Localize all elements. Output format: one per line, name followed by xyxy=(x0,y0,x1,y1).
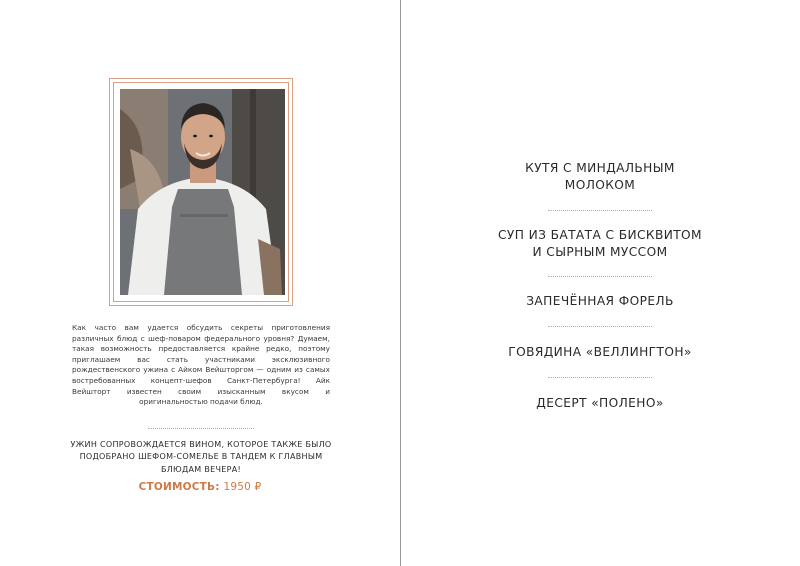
menu-item-line: И СЫРНЫМ МУССОМ xyxy=(532,244,668,259)
menu-item-dessert xyxy=(462,395,738,412)
dotted-divider xyxy=(148,428,254,429)
right-page xyxy=(401,0,800,566)
menu-item-beef xyxy=(462,344,738,361)
menu-item-line: ГОВЯДИНА «ВЕЛЛИНГТОН» xyxy=(508,345,692,359)
menu-item-line: МОЛОКОМ xyxy=(564,177,636,192)
menu-item-soup xyxy=(462,227,738,260)
menu-divider xyxy=(548,377,652,378)
menu-divider xyxy=(548,326,652,327)
price-value: 1950 ₽ xyxy=(223,481,262,493)
wine-note: УЖИН СОПРОВОЖДАЕТСЯ ВИНОМ, КОТОРОЕ ТАКЖЕ БЫЛО ПОДОБРАНО ШЕФОМ-СОМЕЛЬЕ В ТАНДЕМ К ГЛАВНЫМ БЛЮДАМ ВЕЧЕРА! xyxy=(70,440,332,474)
menu-item-line: КУТЯ С МИНДАЛЬНЫМ xyxy=(525,161,675,175)
price-label: СТОИМОСТЬ: xyxy=(138,481,220,493)
chef-photo-illustration xyxy=(120,89,285,295)
menu-item-trout xyxy=(462,293,738,310)
menu-item-line: ДЕСЕРТ «ПОЛЕНО» xyxy=(536,396,664,410)
menu-item-line: СУП ИЗ БАТАТА С БИСКВИТОМ xyxy=(498,228,702,242)
menu-divider xyxy=(548,276,652,277)
menu-item-kutya xyxy=(462,160,738,193)
menu-item-line: ЗАПЕЧЁННАЯ ФОРЕЛЬ xyxy=(526,294,674,308)
page-fold xyxy=(400,0,401,566)
chef-photo xyxy=(120,89,285,295)
price xyxy=(100,481,300,493)
intro-paragraph: Как часто вам удается обсудить секреты приготовления различных блюд с шеф-поваром федерального уровня? Думаем, такая возможность предоставляется крайне редко, поэтому приглашаем вас стать участниками эксклюзивного рождественского ужина с Айком Вейшторгом — одним из самых востребованных концепт-шефов Санкт-Петербурга! Айк Вейшторт известен своим изысканным вкусом и оригинальностью подачи блюд. xyxy=(72,323,330,407)
menu-divider xyxy=(548,210,652,211)
